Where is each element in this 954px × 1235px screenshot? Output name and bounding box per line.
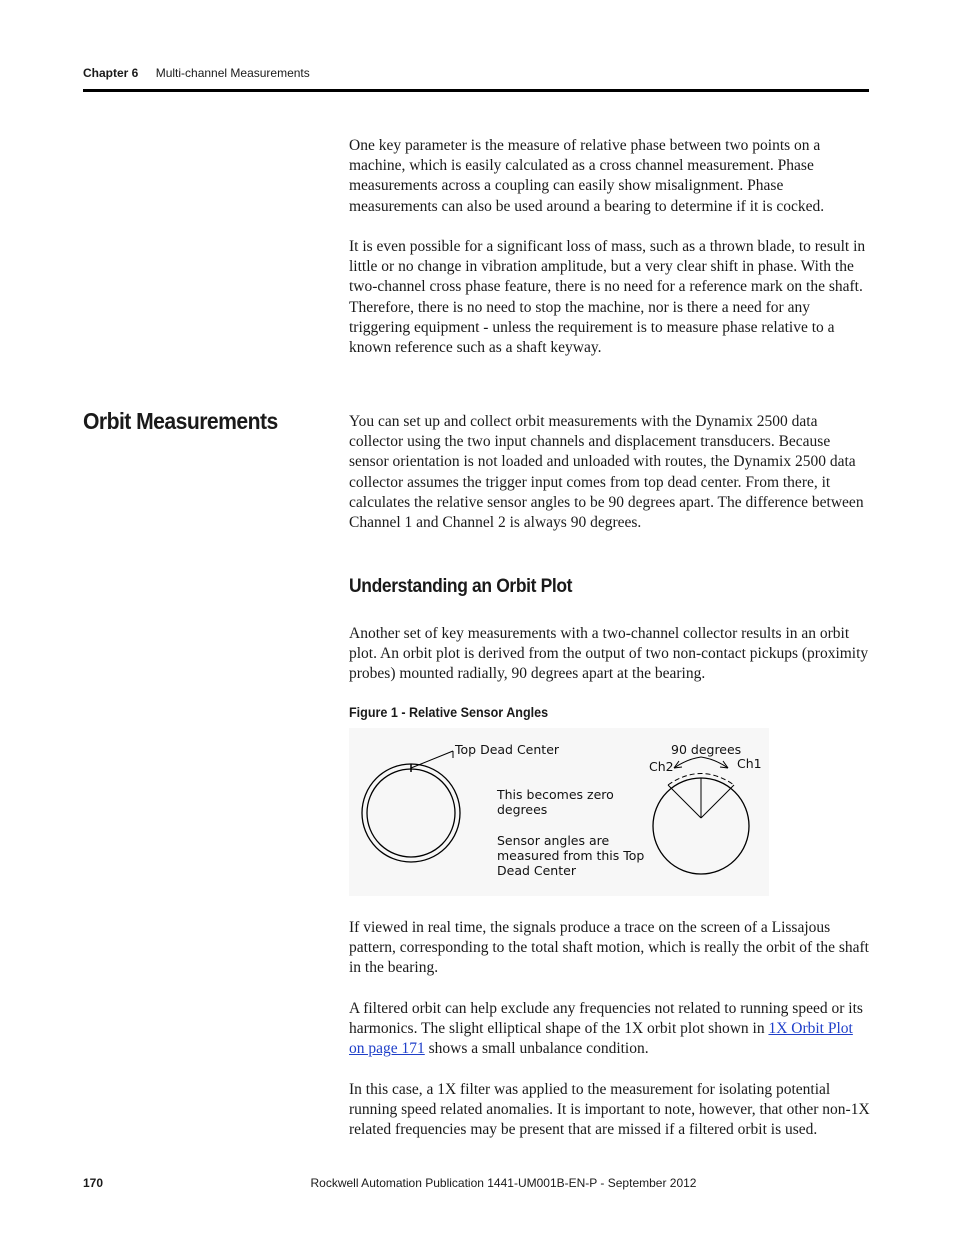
body-paragraph-lissajous: If viewed in real time, the signals produce a trace on the screen of a Lissajous pattern, corresponding to the total shaft motion, which is really the orbit of the shaft in the bearing. — [349, 919, 869, 977]
body-paragraph-filtered-orbit — [349, 999, 871, 1060]
filtered-orbit-text-end: shows a small unbalance condition. — [424, 1040, 649, 1058]
body-paragraph-phase: One key parameter is the measure of relative phase between two points on a machine, which is easily calculated as a cross channel measurement. Phase measurements across a coupling can easily show misalignment. Phase measurements can also be used around a bearing to determine if it is cocked. — [349, 137, 825, 215]
angles-label-line1: Sensor angles are — [497, 833, 610, 848]
section-heading: Orbit Measurements — [83, 408, 278, 434]
ch1-label: Ch1 — [737, 756, 762, 771]
zero-label-line2: degrees — [497, 802, 548, 817]
body-paragraph-1x-filter: In this case, a 1X filter was applied to the measurement for isolating potential running speed related anomalies. It is important to note, however, that other non-1X related frequencies may be present that are missed if a filtered orbit is used. — [349, 1081, 870, 1139]
body-paragraph-orbit-setup: You can set up and collect orbit measurements with the Dynamix 2500 data collector using the two input channels and displacement transducers. Because sensor orientation is not loaded and unloaded with routes, the Dynamix 2500 data collector assumes the trigger input comes from top dead center. From there, it calculates the relative sensor angles to be 90 degrees apart. The difference between Channel 1 and Channel 2 is always 90 degrees. — [349, 413, 864, 532]
angles-label-line2: measured from this Top — [497, 848, 645, 863]
zero-label-line1: This becomes zero — [497, 787, 614, 802]
page-header — [83, 66, 310, 80]
orbit-plot-page-link[interactable]: 1X Orbit Plot on page 171 — [349, 1020, 853, 1058]
body-paragraph-orbit-plot: Another set of key measurements with a two-channel collector results in an orbit plot. An orbit plot is derived from the output of two non-contact pickups (proximity probes) mounted radially, 90 degrees apart at the bearing. — [349, 625, 869, 683]
tdc-label: Top Dead Center — [455, 742, 560, 757]
ch2-label: Ch2 — [649, 759, 674, 774]
chapter-label: Chapter 6 — [83, 66, 139, 80]
page-number: 170 — [83, 1176, 104, 1190]
subsection-heading: Understanding an Orbit Plot — [349, 576, 573, 597]
ninety-degrees-label: 90 degrees — [671, 742, 742, 757]
header-rule — [83, 89, 869, 92]
body-paragraph-mass-loss: It is even possible for a significant loss of mass, such as a thrown blade, to result in little or no change in vibration amplitude, but a very clear shift in phase. With the two-channel cross phase feature, there is no need for a reference mark on the shaft. Therefore, there is no need to stop the machine, nor is there a need for any triggering equipment - unless the requirement is to measure phase relative to a known reference such as a shaft keyway. — [349, 238, 866, 357]
chapter-title: Multi-channel Measurements — [155, 66, 310, 80]
angles-label-line3: Dead Center — [497, 863, 576, 878]
figure-caption: Figure 1 - Relative Sensor Angles — [349, 705, 549, 720]
filtered-orbit-text-start: A filtered orbit can help exclude any frequencies not related to running speed or its harmonics. The slight elliptical shape of the 1X orbit plot shown in — [349, 1000, 863, 1038]
figure-svg — [349, 728, 769, 896]
publication-info: Rockwell Automation Publication 1441-UM001B-EN-P - September 2012 — [310, 1176, 697, 1190]
relative-sensor-angles-figure — [349, 728, 769, 896]
